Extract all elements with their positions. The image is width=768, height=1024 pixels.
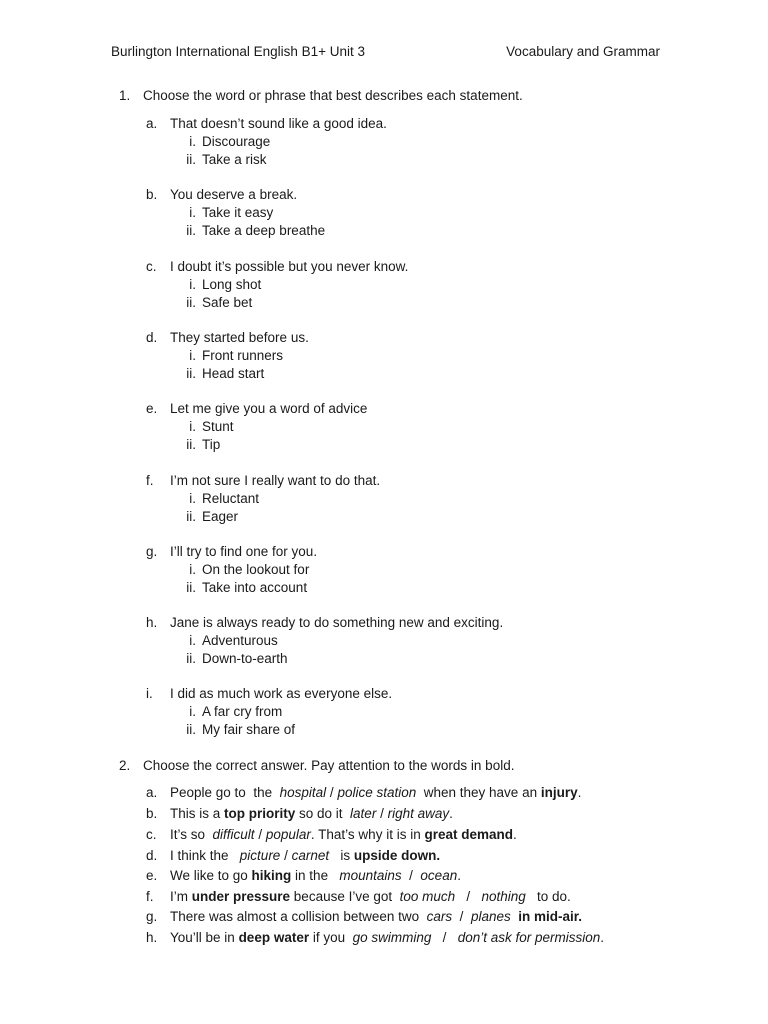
option-number: ii.	[186, 366, 196, 381]
question-1-item-6	[146, 544, 317, 559]
option-number: i.	[189, 562, 196, 577]
option-text: Head start	[202, 366, 265, 381]
question-1-item-1	[146, 187, 297, 202]
option-number: i.	[189, 704, 196, 719]
answer-option-opt1[interactable]	[172, 491, 259, 506]
question-1-item-5	[146, 473, 380, 488]
item-letter: g.	[146, 544, 158, 559]
option-number: i.	[189, 633, 196, 648]
option-text: A far cry from	[202, 704, 283, 719]
item-statement: You deserve a break.	[170, 187, 298, 202]
answer-option-opt2[interactable]	[172, 295, 252, 310]
item-letter: a.	[146, 116, 158, 131]
answer-option-opt1[interactable]	[172, 419, 234, 434]
item-letter: d.	[146, 330, 158, 345]
item-letter: c.	[146, 259, 157, 274]
option-text: Tip	[202, 437, 221, 452]
question-text: Choose the correct answer. Pay attention to the words in bold.	[143, 758, 515, 773]
choice-1[interactable]: difficult	[212, 827, 255, 842]
option-text: Front runners	[202, 348, 284, 363]
option-text: My fair share of	[202, 722, 296, 737]
answer-option-opt2[interactable]	[172, 509, 238, 524]
option-text: On the lookout for	[202, 562, 310, 577]
item-statement: That doesn’t sound like a good idea.	[170, 116, 387, 131]
question-1-item-4	[146, 401, 367, 416]
question-2-item-a: a. People go to the hospital / police station when they have an injury.	[146, 785, 582, 800]
answer-option-opt2[interactable]	[172, 580, 307, 595]
option-number: ii.	[186, 223, 196, 238]
bold-keyword: great demand	[424, 827, 513, 842]
item-statement: I’ll try to find one for you.	[170, 544, 318, 559]
option-text: Eager	[202, 509, 239, 524]
item-letter: i.	[146, 686, 153, 701]
answer-option-opt1[interactable]	[172, 277, 261, 292]
item-statement: I doubt it’s possible but you never know.	[170, 259, 409, 274]
option-text: Take into account	[202, 580, 308, 595]
question-text: Choose the word or phrase that best describes each statement.	[143, 88, 523, 103]
option-number: i.	[189, 134, 196, 149]
choice-1[interactable]: hospital	[279, 785, 327, 800]
header-course-title: Burlington International English B1+ Unit 3	[111, 44, 366, 59]
choice-1[interactable]: mountains	[339, 868, 402, 883]
option-number: ii.	[186, 580, 196, 595]
choice-1[interactable]: picture	[239, 848, 281, 863]
option-text: Take it easy	[202, 205, 274, 220]
choice-1[interactable]: cars	[426, 909, 453, 924]
item-letter: f.	[146, 473, 154, 488]
question-number: 2.	[119, 758, 131, 773]
question-1-item-2	[146, 259, 408, 274]
answer-option-opt1[interactable]	[172, 134, 270, 149]
option-text: Reluctant	[202, 491, 260, 506]
question-1-item-8	[146, 686, 392, 701]
choice-2[interactable]: police station	[337, 785, 417, 800]
answer-option-opt2[interactable]	[172, 366, 264, 381]
option-number: i.	[189, 491, 196, 506]
answer-option-opt2[interactable]	[172, 651, 288, 666]
option-number: ii.	[186, 651, 196, 666]
option-number: ii.	[186, 295, 196, 310]
question-1-title	[119, 88, 523, 103]
answer-option-opt2[interactable]	[172, 152, 267, 167]
choice-2[interactable]: planes	[470, 909, 511, 924]
option-number: i.	[189, 205, 196, 220]
option-text: Take a deep breathe	[202, 223, 326, 238]
option-number: ii.	[186, 722, 196, 737]
question-number: 1.	[119, 88, 131, 103]
option-number: ii.	[186, 509, 196, 524]
question-2-item-f: f. I’m under pressure because I’ve got too much / nothing to do.	[146, 889, 571, 904]
bold-keyword: deep water	[238, 930, 310, 945]
item-statement: Jane is always ready to do something new and exciting.	[170, 615, 504, 630]
answer-option-opt1[interactable]	[172, 704, 282, 719]
item-statement: I’m not sure I really want to do that.	[170, 473, 381, 488]
answer-option-opt2[interactable]	[172, 437, 220, 452]
option-text: Adventurous	[202, 633, 278, 648]
option-text: Long shot	[202, 277, 262, 292]
option-number: i.	[189, 419, 196, 434]
choice-2[interactable]: popular	[265, 827, 311, 842]
header-section-title: Vocabulary and Grammar	[506, 44, 660, 59]
bold-keyword: injury	[540, 785, 578, 800]
question-2-item-c: c. It’s so difficult / popular. That’s why it is in great demand.	[146, 827, 517, 842]
bold-keyword: under pressure	[191, 889, 291, 904]
option-number: ii.	[186, 152, 196, 167]
item-statement: Let me give you a word of advice	[170, 401, 368, 416]
item-letter: b.	[146, 187, 158, 202]
question-2-item-h: h. You’ll be in deep water if you go swimming / don’t ask for permission.	[146, 930, 605, 945]
question-2-title	[119, 758, 514, 773]
choice-2[interactable]: nothing	[481, 889, 526, 904]
item-letter: e.	[146, 401, 158, 416]
bold-keyword: in mid-air.	[518, 909, 583, 924]
question-2-item-e: e. We like to go hiking in the mountains / ocean.	[146, 868, 461, 883]
question-2-item-b: b. This is a top priority so do it later / right away.	[146, 806, 453, 821]
question-1-item-3	[146, 330, 309, 345]
answer-option-opt1[interactable]	[172, 562, 309, 577]
answer-option-opt2[interactable]	[172, 722, 295, 737]
choice-1[interactable]: later	[350, 806, 377, 821]
page-header	[111, 44, 660, 59]
item-letter: h.	[146, 615, 158, 630]
bold-keyword: hiking	[251, 868, 292, 883]
question-2-item-d: d. I think the picture / carnet is upside down.	[146, 848, 441, 863]
bold-keyword: top priority	[224, 806, 296, 821]
option-number: i.	[189, 348, 196, 363]
option-text: Safe bet	[202, 295, 253, 310]
question-1-item-7	[146, 615, 503, 630]
option-text: Stunt	[202, 419, 234, 434]
answer-option-opt1[interactable]	[172, 633, 278, 648]
option-text: Discourage	[202, 134, 271, 149]
bold-keyword: upside down.	[353, 848, 441, 863]
item-statement: They started before us.	[170, 330, 309, 345]
choice-2[interactable]: ocean	[420, 868, 458, 883]
answer-option-opt1[interactable]	[172, 348, 283, 363]
option-text: Take a risk	[202, 152, 267, 167]
question-2-item-g: g. There was almost a collision between two cars / planes in mid-air.	[146, 909, 583, 924]
item-statement: I did as much work as everyone else.	[170, 686, 393, 701]
choice-1[interactable]: go swimming	[352, 930, 432, 945]
choice-2[interactable]: don’t ask for permission	[457, 930, 601, 945]
answer-option-opt2[interactable]	[172, 223, 325, 238]
option-number: i.	[189, 277, 196, 292]
option-text: Down-to-earth	[202, 651, 288, 666]
choice-1[interactable]: too much	[399, 889, 456, 904]
choice-2[interactable]: carnet	[291, 848, 330, 863]
answer-option-opt1[interactable]	[172, 205, 273, 220]
option-number: ii.	[186, 437, 196, 452]
choice-2[interactable]: right away	[387, 806, 450, 821]
question-1-item-0	[146, 116, 387, 131]
